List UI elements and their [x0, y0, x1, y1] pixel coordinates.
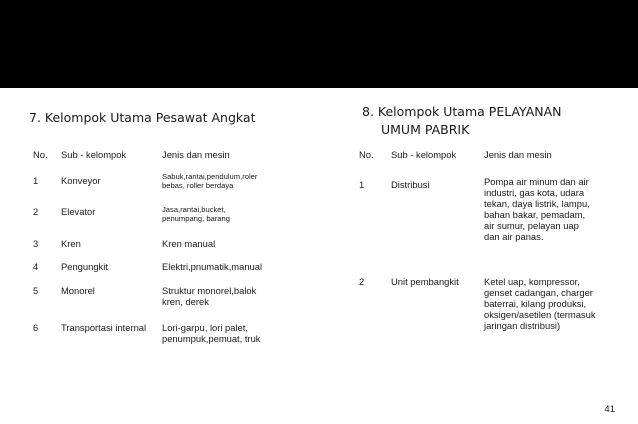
right-row-1-jenis-line6: dan air panas.: [484, 231, 544, 242]
right-row-2-jenis-line4: oksigen/asetilen (termasuk: [484, 309, 596, 320]
left-row-5-jenis-line1: Struktur monorel,balok: [162, 285, 257, 296]
left-row-5-jenis-line2: kren, derek: [162, 296, 209, 307]
top-banner: [0, 0, 638, 88]
left-row-1-jenis-line1: Sabuk,rantai,pendulum,roler: [162, 172, 258, 181]
right-row-1-jenis-line5: air sumur, pelayan uap: [484, 220, 579, 231]
left-row-3-sub: Kren: [61, 238, 81, 249]
left-row-4-sub: Pengungkit: [61, 261, 108, 272]
left-header-jenis: Jenis dan mesin: [162, 149, 230, 160]
right-row-1-jenis-line4: bahan bakar, pemadam,: [484, 209, 586, 220]
right-row-2-no: 2: [359, 276, 365, 287]
left-row-6-jenis-line2: penumpuk,pemuat, truk: [162, 333, 261, 344]
right-row-1-no: 1: [359, 179, 365, 190]
left-row-4-jenis: Elektri,pnumatik,manual: [162, 261, 263, 272]
left-header-no: No.: [33, 149, 48, 160]
right-row-1-jenis-line3: tekan, daya listrik, lampu,: [484, 198, 590, 209]
left-row-2-sub: Elevator: [61, 206, 96, 217]
left-row-5-sub: Monorel: [61, 285, 95, 296]
left-row-6-jenis-line1: Lori-garpu, lori palet,: [162, 322, 248, 333]
left-row-2-jenis-line2: penumpang, barang: [162, 214, 230, 223]
right-row-2-jenis-line2: genset cadangan, charger: [484, 287, 593, 298]
right-header-sub: Sub - kelompok: [391, 149, 457, 160]
right-row-1-sub: Distribusi: [391, 179, 430, 190]
left-row-6-no: 6: [33, 322, 39, 333]
page-number: 41: [604, 404, 615, 415]
right-row-2-jenis-line5: jaringan distribusi): [484, 320, 561, 331]
left-row-3-jenis: Kren manual: [162, 238, 216, 249]
left-row-1-no: 1: [33, 175, 39, 186]
left-section-title: 7. Kelompok Utama Pesawat Angkat: [29, 110, 256, 125]
left-row-3-no: 3: [33, 238, 39, 249]
right-row-1-jenis-line2: industri, gas kota, udara: [484, 187, 585, 198]
right-header-jenis: Jenis dan mesin: [484, 149, 552, 160]
left-row-2-jenis-line1: Jasa,rantai,bucket,: [162, 205, 226, 214]
right-row-1-jenis-line1: Pompa air minum dan air: [484, 176, 589, 187]
right-row-2-jenis-line1: Ketel uap, kompressor,: [484, 276, 580, 287]
left-row-2-no: 2: [33, 206, 39, 217]
right-section-title-line2: UMUM PABRIK: [381, 122, 470, 137]
left-row-1-jenis-line2: bebas, roller berdaya: [162, 181, 234, 190]
left-row-5-no: 5: [33, 285, 39, 296]
left-row-1-sub: Konveyor: [61, 175, 101, 186]
right-section-title-line1: 8. Kelompok Utama PELAYANAN: [362, 104, 562, 119]
left-row-6-sub: Transportasi internal: [61, 322, 147, 333]
left-row-4-no: 4: [33, 261, 39, 272]
right-row-2-sub: Unit pembangkit: [391, 276, 459, 287]
left-header-sub: Sub - kelompok: [61, 149, 127, 160]
right-header-no: No.: [359, 149, 374, 160]
right-row-2-jenis-line3: baterrai, kilang produksi,: [484, 298, 587, 309]
